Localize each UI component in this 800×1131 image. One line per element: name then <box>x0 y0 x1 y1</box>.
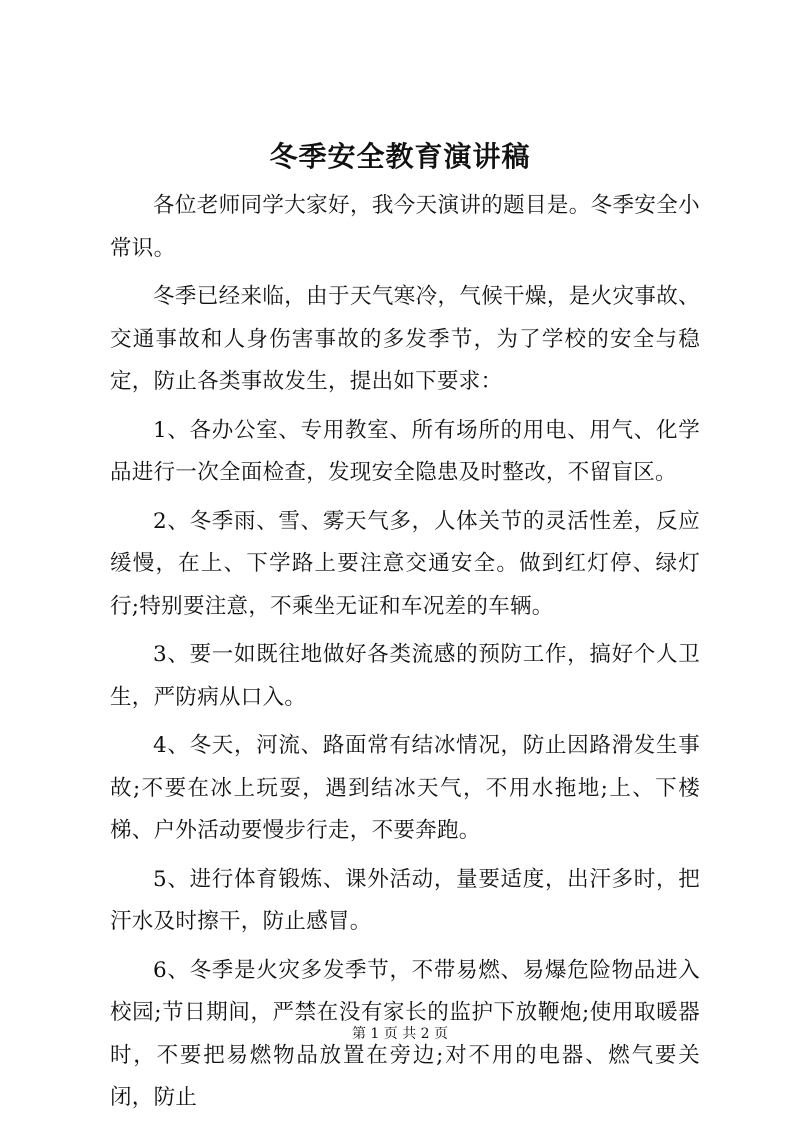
paragraph-item-2: 2、冬季雨、雪、雾天气多，人体关节的灵活性差，反应缓慢，在上、下学路上要注意交通安全。做到红灯停、绿灯行;特别要注意，不乘坐无证和车况差的车辆。 <box>110 508 700 619</box>
page-footer: 第 1 页 共 2 页 <box>351 1026 449 1042</box>
paragraph-greeting: 各位老师同学大家好，我今天演讲的题目是。冬季安全小常识。 <box>110 193 700 261</box>
paragraph-item-4: 4、冬天，河流、路面常有结冰情况，防止因路滑发生事故;不要在冰上玩耍，遇到结冰天气，不用水拖地;上、下楼梯、户外活动要慢步行走，不要奔跑。 <box>110 733 700 843</box>
paragraph-item-6: 6、冬季是火灾多发季节，不带易燃、易爆危险物品进入校园;节日期间，严禁在没有家长的监护下放鞭炮;使用取暖器时，不要把易燃物品放置在旁边;对不用的电器、燃气要关闭，防止 <box>110 957 700 1110</box>
paragraph-item-1: 1、各办公室、专用教室、所有场所的用电、用气、化学品进行一次全面检查，发现安全隐患及时整改，不留盲区。 <box>110 417 700 485</box>
paragraph-item-3: 3、要一如既往地做好各类流感的预防工作，搞好个人卫生，严防病从口入。 <box>110 642 700 710</box>
document-body <box>110 185 700 1126</box>
document-title: 冬季安全教育演讲稿 <box>269 140 531 173</box>
paragraph-item-5: 5、进行体育锻炼、课外活动，量要适度，出汗多时，把汗水及时擦干，防止感冒。 <box>110 866 700 934</box>
paragraph-intro: 冬季已经来临，由于天气寒冷，气候干燥，是火灾事故、交通事故和人身伤害事故的多发季节，为了学校的安全与稳定，防止各类事故发生，提出如下要求： <box>110 284 700 394</box>
